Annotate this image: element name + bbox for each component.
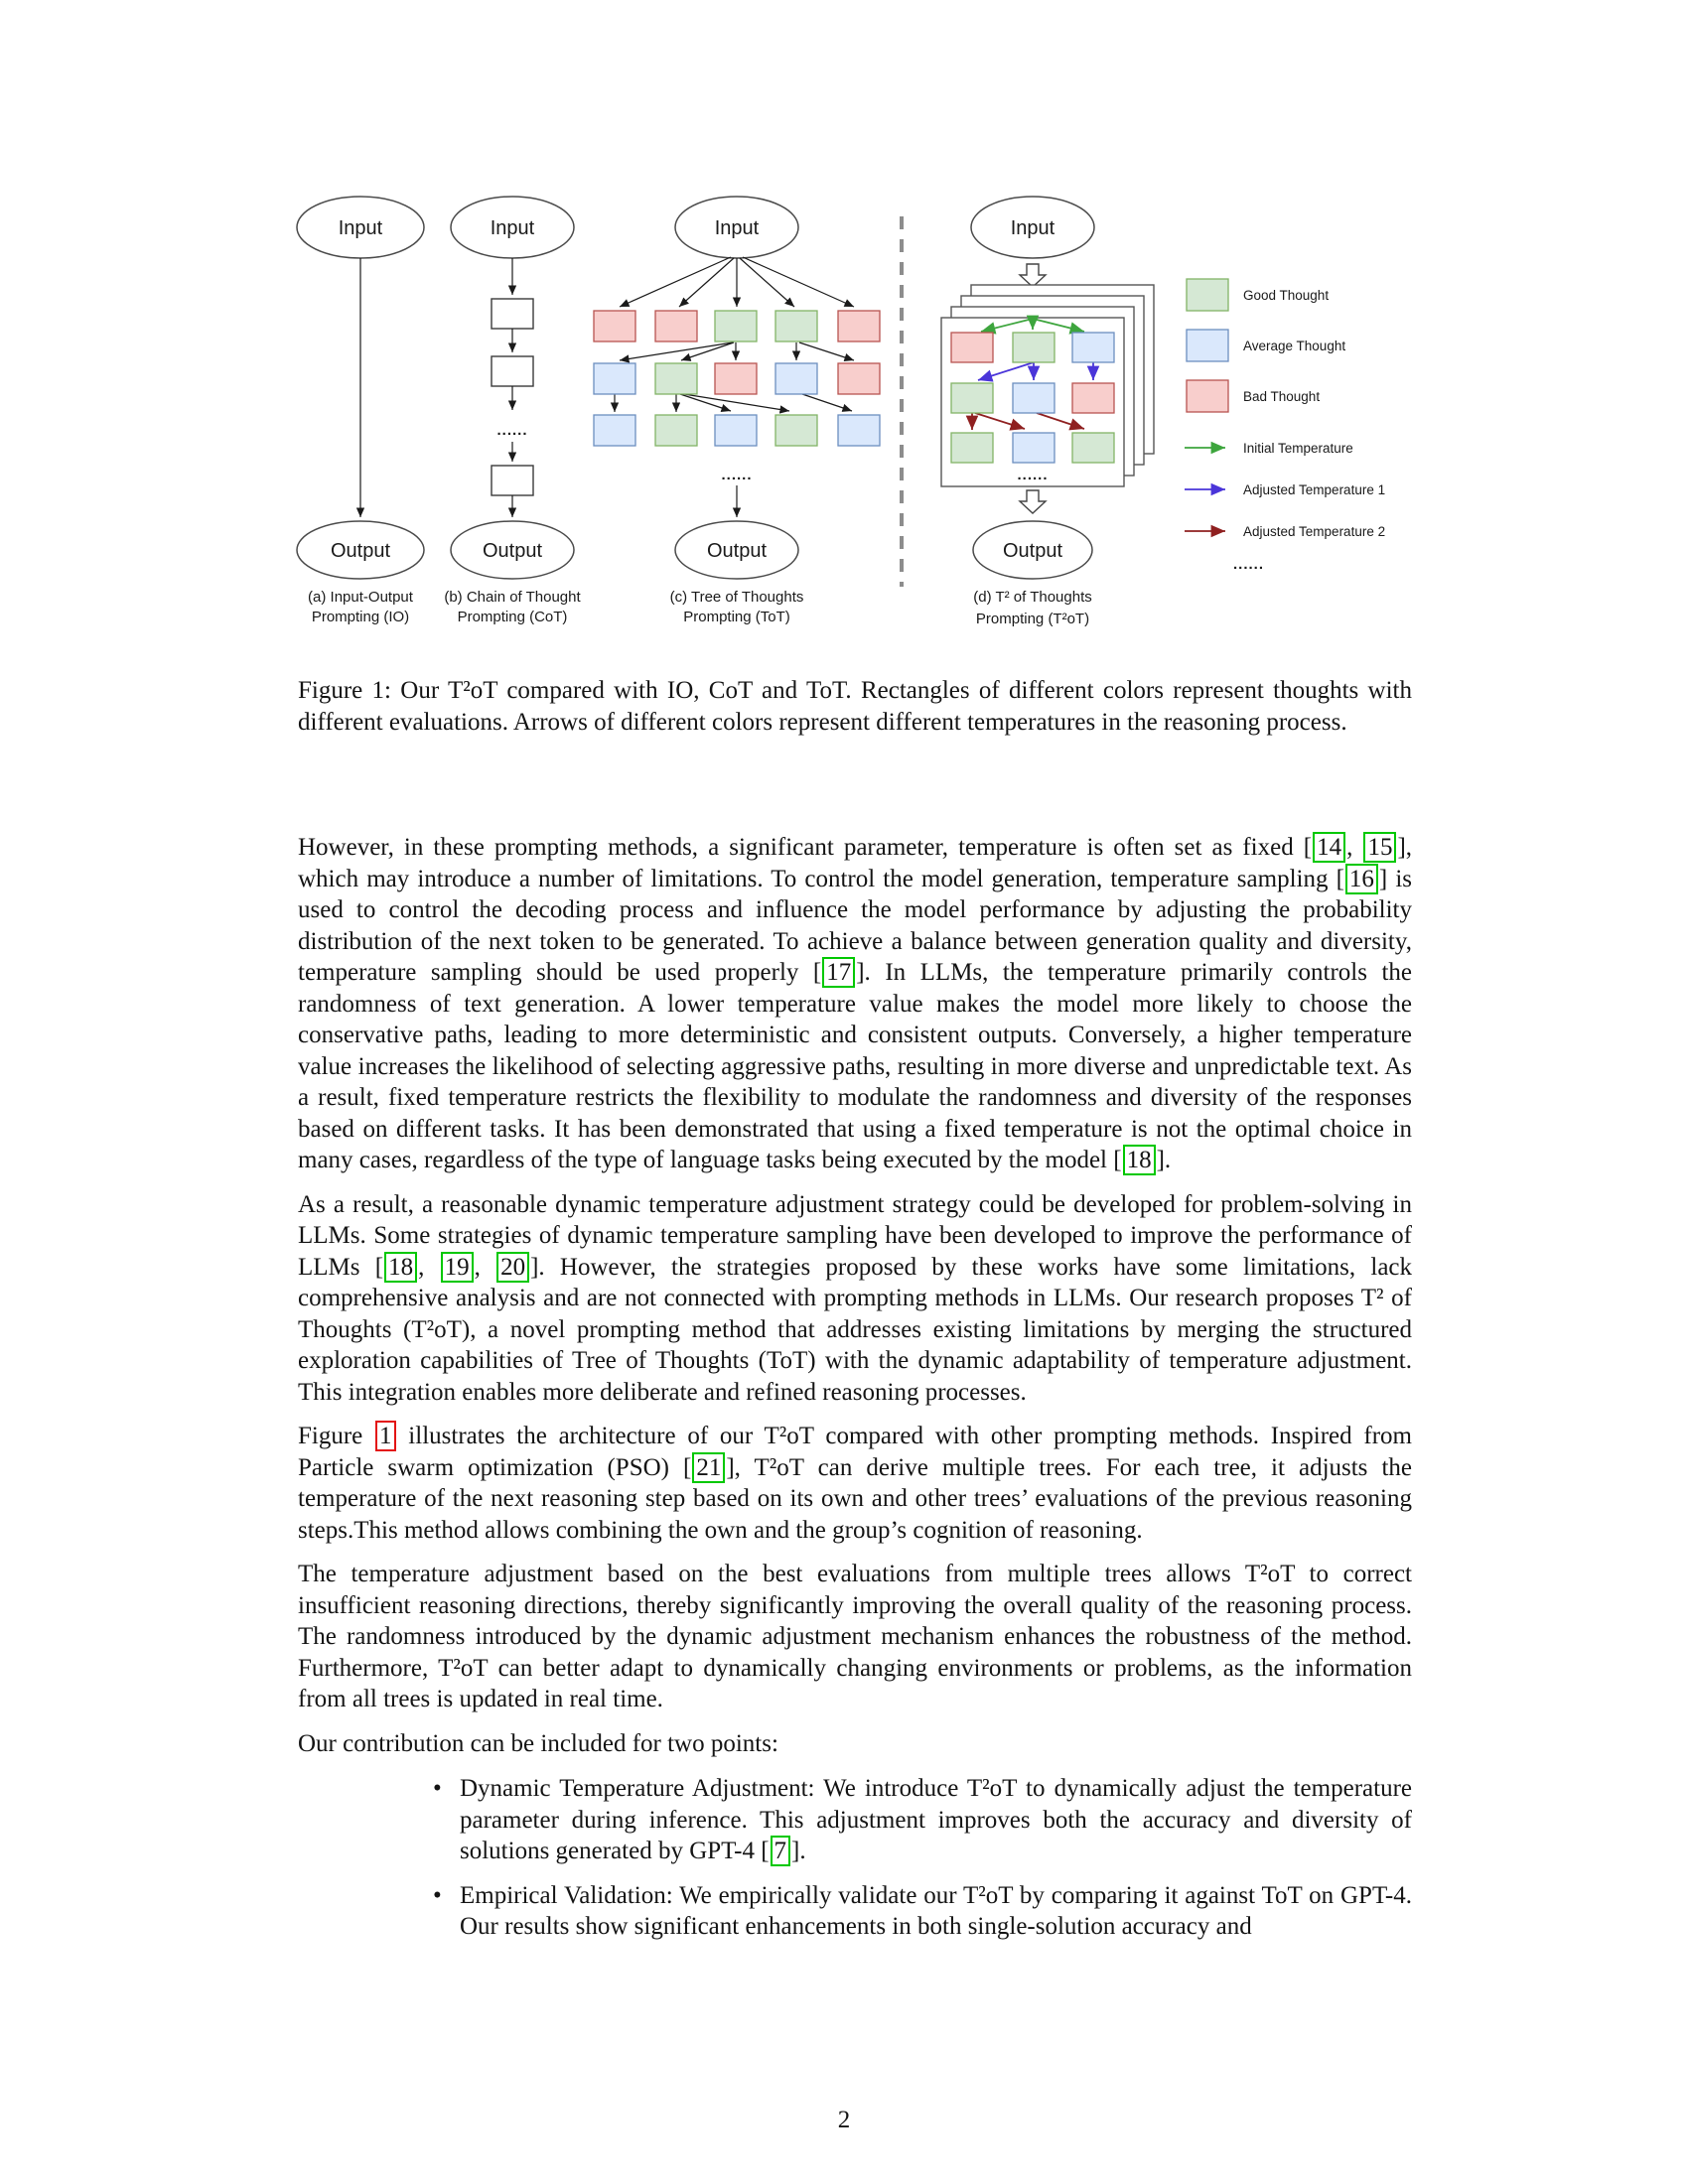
input-node-label: Input <box>338 217 383 239</box>
thought-node-good <box>1013 333 1055 362</box>
paragraph: Our contribution can be included for two points: <box>298 1729 778 1757</box>
input-node-label: Input <box>1010 217 1055 239</box>
figure-1 <box>228 192 1460 650</box>
output-node-label: Output <box>482 540 543 562</box>
citation-link[interactable]: 19 <box>441 1252 474 1283</box>
citation-link[interactable]: 21 <box>692 1452 725 1483</box>
article-body <box>298 832 1412 1956</box>
thought-node-average <box>775 363 817 394</box>
ellipsis: ...... <box>496 422 528 439</box>
thought-node-average <box>1072 333 1114 362</box>
list-item: • Dynamic Temperature Adjustment: We introduce T²oT to dynamically adjust the temperature parameter during inference. This adjustment improves both the accuracy and diversity of solutions generated by GPT-4 [ 7 ]. <box>460 1773 1412 1867</box>
panel-caption: (b) Chain of Thought <box>444 589 581 606</box>
panel-caption: Prompting (ToT) <box>683 609 790 625</box>
thought-node-bad <box>838 363 880 394</box>
ellipsis: ...... <box>1233 556 1265 573</box>
list-item: • Empirical Validation: We empirically validate our T²oT by comparing it against ToT on GPT-4. Our results show significant enhancements in both single-solution accuracy and <box>460 1880 1412 1943</box>
legend-swatch-average <box>1187 330 1228 361</box>
input-node-label: Input <box>714 217 760 239</box>
tot-thought-grid <box>594 311 880 446</box>
paragraph: As a result, a reasonable dynamic temperature adjustment strategy could be developed for problem-solving in LLMs. Some strategies of dynamic temperature sampling have been developed to improve the performance of LLMs [ 18 , 19 , 20 ]. However, the strategies proposed by these works have some limitations, lack comprehensive analysis and are not connected with prompting methods in LLMs. Our research proposes T² of Thoughts (T²oT), a novel prompting method that addresses existing limitations by merging the structured exploration capabilities of Tree of Thoughts (ToT) with the dynamic adaptability of temperature adjustment. This integration enables more deliberate and refined reasoning processes. <box>298 1190 1413 1406</box>
block-arrow-down <box>1020 490 1046 513</box>
thought-node-good <box>775 415 817 446</box>
panel-t2ot <box>941 197 1154 627</box>
panel-io <box>297 197 424 625</box>
thought-node-bad <box>594 311 635 341</box>
panel-caption: Prompting (IO) <box>311 609 410 625</box>
thought-node-bad <box>951 333 993 362</box>
legend-label: Adjusted Temperature 1 <box>1243 482 1386 497</box>
thought-node-bad <box>715 363 757 394</box>
output-node-label: Output <box>706 540 768 562</box>
citation-link[interactable]: 15 <box>1363 832 1396 863</box>
citation-link[interactable]: 18 <box>1123 1145 1156 1175</box>
ellipsis: ...... <box>1017 467 1049 483</box>
page-number: 2 <box>837 2107 851 2133</box>
thought-node-average <box>1013 433 1055 463</box>
legend-label: Good Thought <box>1243 288 1330 303</box>
figure-ref-link[interactable]: 1 <box>375 1421 396 1451</box>
thought-node-average <box>594 415 635 446</box>
thought-node-good <box>951 433 993 463</box>
thought-node-average <box>715 415 757 446</box>
paragraph: The temperature adjustment based on the best evaluations from multiple trees allows T²oT to correct insufficient reasoning directions, thereby significantly improving the overall quality of the reasoning process. The randomness introduced by the dynamic adjustment mechanism enhances the robustness of the method. Furthermore, T²oT can better adapt to dynamically changing environments or problems, as the information from all trees is updated in real time. <box>298 1561 1412 1712</box>
panel-caption: (d) T² of Thoughts <box>973 589 1092 606</box>
panel-caption: (a) Input-Output <box>308 589 413 606</box>
output-node-label: Output <box>1002 540 1063 562</box>
figure-caption: Figure 1: Our T²oT compared with IO, CoT and ToT. Rectangles of different colors represent thoughts with different evaluations. Arrows of different colors represent different temperatures in the reasoning process. <box>298 677 1412 736</box>
legend-label: Bad Thought <box>1243 389 1321 404</box>
contributions-list <box>298 1773 1412 1943</box>
input-node-label: Input <box>490 217 535 239</box>
panel-caption: (c) Tree of Thoughts <box>669 589 804 606</box>
thought-node-good <box>715 311 757 341</box>
thought-node-average <box>594 363 635 394</box>
thought-node-good <box>655 415 697 446</box>
thought-node-good <box>655 363 697 394</box>
thought-node-bad <box>838 311 880 341</box>
ellipsis: ...... <box>721 467 753 483</box>
citation-link[interactable]: 17 <box>822 957 855 988</box>
panel-caption: Prompting (CoT) <box>457 609 568 625</box>
thought-node-good <box>775 311 817 341</box>
thought-node-good <box>951 383 993 413</box>
t2ot-thought-grid <box>951 333 1114 463</box>
thought-node-average <box>838 415 880 446</box>
output-node-label: Output <box>330 540 391 562</box>
legend-swatch-bad <box>1187 380 1228 412</box>
thought-node-bad <box>655 311 697 341</box>
thought-node-average <box>1013 383 1055 413</box>
legend-swatch-good <box>1187 279 1228 311</box>
thought-step <box>492 466 533 495</box>
thought-node-good <box>1072 433 1114 463</box>
legend-label: Initial Temperature <box>1243 441 1353 456</box>
citation-link[interactable]: 18 <box>384 1252 417 1283</box>
panel-tot <box>594 197 880 625</box>
panel-caption: Prompting (T²oT) <box>975 611 1090 627</box>
block-arrow-down <box>1020 264 1046 287</box>
citation-link[interactable]: 14 <box>1313 832 1345 863</box>
paragraph: Figure 1 illustrates the architecture of our T²oT compared with other prompting methods. Inspired from Particle swarm optimization (PSO) [ 21 ], T²oT can derive multiple trees. For each tree, it adjusts the temperature of the next reasoning step based on its own and other trees’ evaluations of the previous reasoning steps.This method allows combining the own and the group’s cognition of reasoning. <box>298 1423 1412 1544</box>
thought-step <box>492 299 533 329</box>
legend-label: Average Thought <box>1243 339 1346 353</box>
legend-label: Adjusted Temperature 2 <box>1243 524 1386 539</box>
figure-legend <box>1185 279 1385 573</box>
citation-link[interactable]: 16 <box>1345 864 1378 894</box>
paragraph: However, in these prompting methods, a significant parameter, temperature is often set as fixed [ 14 , 15 ], which may introduce a number of limitations. To control the model generation, temperature sampling [ 16 ] is used to control the decoding process and influence the model performance by adjusting the probability distribution of the next token to be generated. To achieve a balance between generation quality and diversity, temperature sampling should be used properly [ 17 ]. In LLMs, the temperature primarily controls the randomness of text generation. A lower temperature value makes the model more likely to choose the conservative paths, leading to more deterministic and consistent outputs. Conversely, a higher temperature value increases the likelihood of selecting aggressive paths, resulting in more diverse and unpredictable text. As a result, fixed temperature restricts the flexibility to modulate the randomness and diversity of the responses based on different tasks. It has been demonstrated that using a fixed temperature is not the optimal choice in many cases, regardless of the type of language tasks being executed by the model [ 18 ]. <box>298 834 1413 1173</box>
thought-node-bad <box>1072 383 1114 413</box>
panel-cot <box>444 197 581 625</box>
citation-link[interactable]: 7 <box>771 1836 791 1866</box>
thought-step <box>492 356 533 386</box>
citation-link[interactable]: 20 <box>496 1252 529 1283</box>
